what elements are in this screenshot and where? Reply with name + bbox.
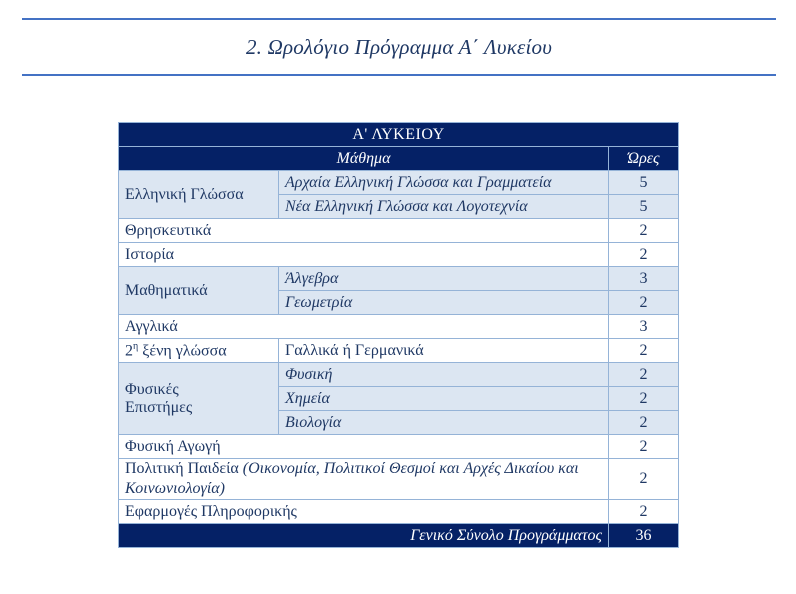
hours-cell: 2 — [609, 435, 679, 459]
hours-cell: 2 — [609, 387, 679, 411]
subject-cell: Χημεία — [279, 387, 609, 411]
subject-cell: Νέα Ελληνική Γλώσσα και Λογοτεχνία — [279, 195, 609, 219]
table-row — [119, 267, 679, 291]
total-label-cell: Γενικό Σύνολο Προγράμματος — [119, 524, 609, 548]
group-label-line: Φυσικές — [125, 380, 179, 398]
hours-cell: 2 — [609, 500, 679, 524]
group-label-line: Επιστήμες — [125, 398, 193, 416]
subject-column-header: Μάθημα — [119, 147, 609, 171]
total-value-cell: 36 — [609, 524, 679, 548]
subject-group-cell — [119, 339, 279, 363]
table-header-row — [119, 123, 679, 147]
subject-cell: Γεωμετρία — [279, 291, 609, 315]
subject-group-cell — [119, 363, 279, 435]
hours-cell: 5 — [609, 195, 679, 219]
hours-cell: 3 — [609, 267, 679, 291]
subject-cell: Θρησκευτικά — [119, 219, 609, 243]
hours-cell: 2 — [609, 411, 679, 435]
group-label-part: 2 — [125, 342, 133, 360]
hours-cell: 2 — [609, 363, 679, 387]
subject-cell: Βιολογία — [279, 411, 609, 435]
table-row — [119, 171, 679, 195]
subject-cell: Γαλλικά ή Γερμανικά — [279, 339, 609, 363]
subject-cell — [119, 459, 609, 500]
subject-cell: Αγγλικά — [119, 315, 609, 339]
subject-group-cell: Μαθηματικά — [119, 267, 279, 315]
subject-cell: Εφαρμογές Πληροφορικής — [119, 500, 609, 524]
subject-cell: Φυσική Αγωγή — [119, 435, 609, 459]
hours-cell: 3 — [609, 315, 679, 339]
table-row — [119, 339, 679, 363]
hours-cell: 2 — [609, 459, 679, 500]
hours-column-header: Ώρες — [609, 147, 679, 171]
subject-group-cell: Ελληνική Γλώσσα — [119, 171, 279, 219]
group-label-part: ξένη γλώσσα — [138, 342, 227, 360]
table-row — [119, 219, 679, 243]
hours-cell: 2 — [609, 243, 679, 267]
subject-cell: Άλγεβρα — [279, 267, 609, 291]
column-header-row — [119, 147, 679, 171]
table-row — [119, 315, 679, 339]
table-row — [119, 243, 679, 267]
table-row — [119, 363, 679, 387]
subject-cell: Φυσική — [279, 363, 609, 387]
subject-cell: Αρχαία Ελληνική Γλώσσα και Γραμματεία — [279, 171, 609, 195]
grade-header-cell: Α' ΛΥΚΕΙΟΥ — [119, 123, 679, 147]
total-row — [119, 524, 679, 548]
hours-cell: 5 — [609, 171, 679, 195]
table-row — [119, 459, 679, 500]
hours-cell: 2 — [609, 339, 679, 363]
table-row — [119, 435, 679, 459]
group-label-superscript: η — [133, 340, 139, 352]
hours-cell: 2 — [609, 291, 679, 315]
subject-text-regular: Πολιτική Παιδεία — [125, 460, 243, 477]
schedule-table — [118, 122, 679, 548]
table-row — [119, 500, 679, 524]
hours-cell: 2 — [609, 219, 679, 243]
subject-cell: Ιστορία — [119, 243, 609, 267]
subject-text-italic: (Οικονομία, Πολιτικοί Θεσμοί και Αρχές Δικαίου και Κοινωνιολογία) — [125, 460, 579, 497]
title-section — [22, 18, 776, 76]
page-title: 2. Ωρολόγιο Πρόγραμμα Α΄ Λυκείου — [245, 34, 553, 59]
